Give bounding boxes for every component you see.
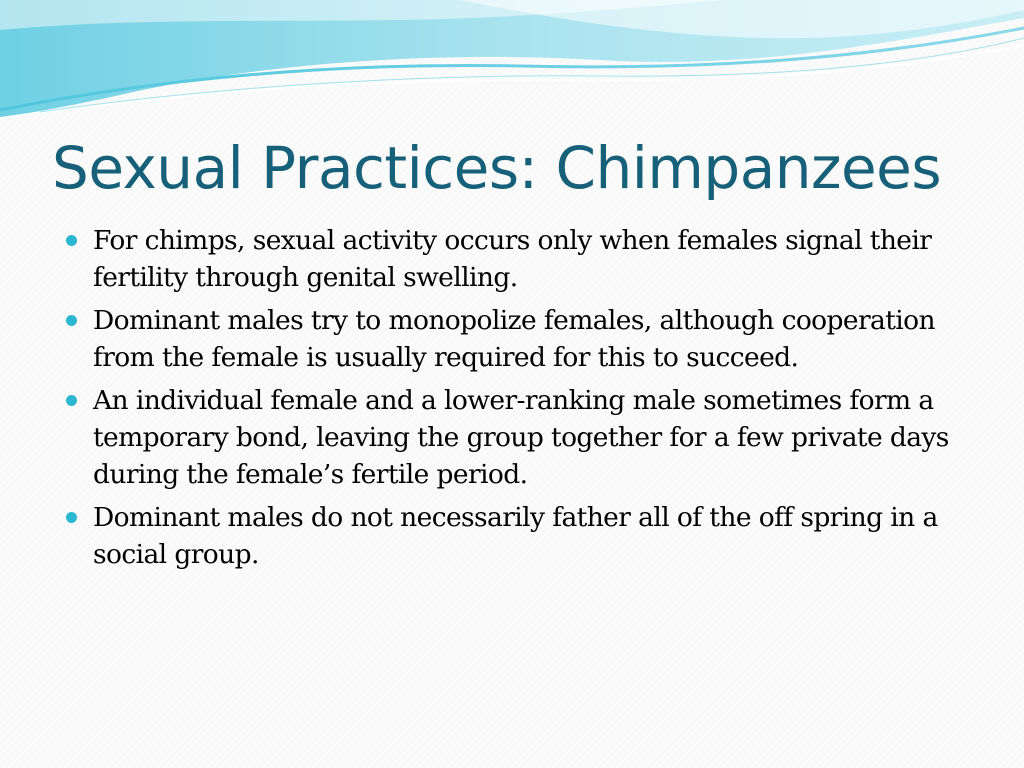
bullet-item [66,382,986,493]
bullet-dot-icon [66,395,77,406]
bullet-text: An individual female and a lower-ranking male sometimes form a temporary bond, leaving the group together for a few private days during the female’s fertile period. [93,385,949,490]
bullet-item [66,499,986,573]
slide-title: Sexual Practices: Chimpanzees [52,134,942,202]
header-wave-decoration [0,0,1024,125]
bullet-item [66,222,986,296]
bullet-dot-icon [66,512,77,523]
bullet-text: Dominant males try to monopolize females, although cooperation from the female is usually required for this to succeed. [93,305,935,373]
bullet-item [66,302,986,376]
bullet-text: Dominant males do not necessarily father all of the off spring in a social group. [93,502,938,570]
bullet-dot-icon [66,315,77,326]
bullet-list [66,222,986,579]
bullet-dot-icon [66,235,77,246]
bullet-text: For chimps, sexual activity occurs only when females signal their fertility through genital swelling. [93,225,932,293]
